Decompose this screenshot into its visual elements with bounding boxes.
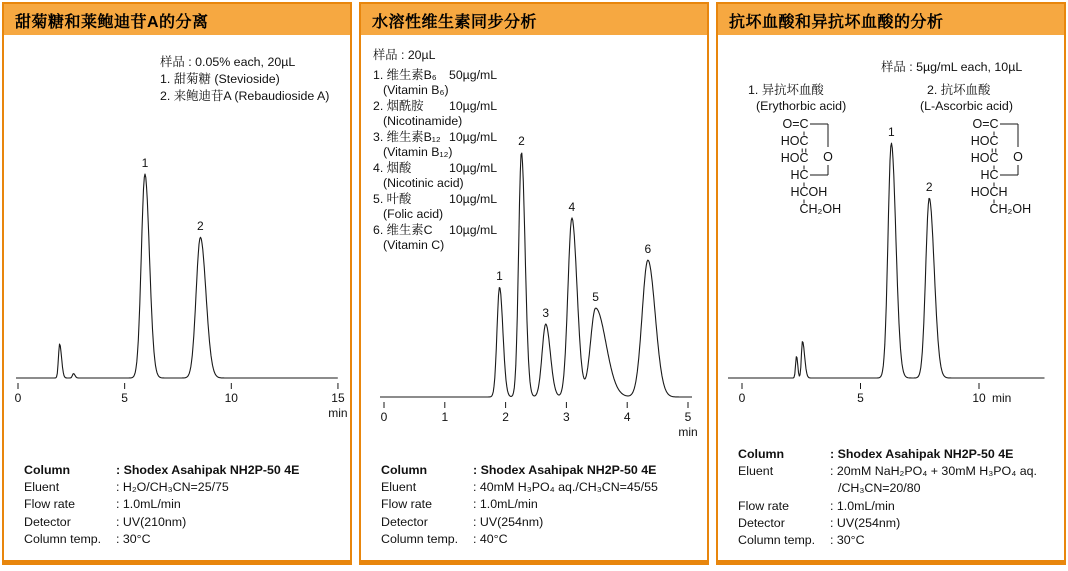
- panel-title: 甜菊糖和莱鲍迪苷A的分离: [4, 4, 350, 35]
- method-value: : 1.0mL/min: [116, 497, 181, 512]
- peak-label: 4: [568, 199, 576, 214]
- peak-label: 6: [644, 242, 652, 257]
- chromatogram-trace: [380, 153, 692, 397]
- carbon-atom-text: C: [989, 151, 999, 165]
- panel-title: 抗坏血酸和异抗坏血酸的分析: [718, 4, 1064, 35]
- sample-info: 样品 : 5µg/mL each, 10µL: [881, 60, 1023, 74]
- carbon-atom-text: C: [989, 117, 999, 131]
- method-label: Detector: [24, 514, 71, 529]
- method-value: : 40°C: [473, 531, 508, 546]
- peak-label: 1: [887, 125, 895, 139]
- x-axis-tick-label: 3: [563, 410, 570, 424]
- atom-group-text: HO: [970, 151, 990, 165]
- method-value: : Shodex Asahipak NH2P-50 4E: [473, 463, 657, 477]
- compound-name-en: (Vitamin B₆): [383, 83, 449, 97]
- peak-label: 2: [518, 134, 525, 148]
- method-table: [738, 446, 1058, 548]
- x-axis-tick-label: 10: [224, 391, 238, 405]
- panel-ascorbic-acids-analysis: [716, 2, 1066, 565]
- compound-name: 1. 异抗坏血酸: [748, 83, 824, 97]
- method-label: Detector: [381, 514, 428, 529]
- method-label: Column: [24, 463, 71, 477]
- compound-name: 4. 烟酸: [373, 160, 412, 175]
- method-label: Column: [738, 447, 785, 461]
- method-value: : 1.0mL/min: [830, 498, 895, 513]
- peak-label: 2: [925, 179, 933, 194]
- x-axis-tick-label: 2: [502, 410, 509, 424]
- sample-info: [160, 54, 329, 105]
- method-value: : 30°C: [116, 531, 151, 546]
- method-label: Column temp.: [24, 531, 102, 546]
- atom-group-text: H: [998, 185, 1008, 199]
- compound-amount: 10µg/mL: [449, 98, 498, 113]
- compound-name-en: (L-Ascorbic acid): [920, 99, 1013, 113]
- ring-oxygen-text: O: [823, 150, 833, 164]
- atom-group-text: O=: [972, 117, 990, 131]
- carbon-atom-text: C: [989, 202, 999, 216]
- method-value: : UV(210nm): [116, 514, 187, 529]
- carbon-atom-text: C: [989, 134, 999, 148]
- x-axis-tick-label: 0: [14, 391, 22, 405]
- chromatogram-plot: [4, 132, 354, 442]
- carbon-atom-text: C: [799, 185, 809, 199]
- sample-line: 样品 : 0.05% each, 20µL: [160, 55, 296, 69]
- method-label: Flow rate: [381, 497, 432, 512]
- carbon-atom-text: C: [799, 117, 809, 131]
- method-label: Flow rate: [738, 498, 789, 513]
- x-axis-unit-label: min: [678, 425, 698, 439]
- x-axis-unit-label: min: [992, 391, 1012, 405]
- peak-label: 3: [542, 305, 550, 320]
- chromatogram-trace: [16, 174, 338, 378]
- method-label: [738, 480, 830, 496]
- method-label: Column: [381, 463, 428, 477]
- method-value: : H₂O/CH₃CN=25/75: [116, 480, 229, 495]
- method-label: Column temp.: [381, 531, 459, 546]
- compound-amount: 10µg/mL: [449, 222, 498, 237]
- method-label: Flow rate: [24, 497, 75, 512]
- method-label: Eluent: [738, 464, 774, 479]
- method-value: : UV(254nm): [473, 514, 544, 529]
- atom-group-text: HO: [780, 151, 800, 165]
- method-value-continuation: /CH₃CN=20/80: [838, 481, 921, 496]
- method-label: Eluent: [24, 480, 60, 495]
- atom-group-text: HO: [970, 134, 990, 148]
- atom-group-text: HO: [780, 134, 800, 148]
- method-table: [381, 462, 701, 547]
- peak-label: 2: [197, 219, 204, 234]
- compound-name: 2. 烟酰胺: [373, 98, 424, 113]
- atom-group-text: OH: [808, 185, 828, 199]
- sample-line: 1. 甜菊糖 (Stevioside): [160, 72, 280, 86]
- list-item: [373, 99, 497, 130]
- chromatogram-plot: [718, 110, 1068, 420]
- compound-amount: 10µg/mL: [449, 160, 498, 175]
- compound-name-en: (Nicotinic acid): [383, 176, 464, 190]
- carbon-atom-text: C: [989, 168, 999, 182]
- compound-amount: 10µg/mL: [449, 191, 498, 206]
- x-axis-unit-label: min: [328, 406, 348, 420]
- atom-group-text: O=: [782, 117, 800, 131]
- x-axis-tick-label: 5: [121, 391, 128, 405]
- chromatogram-plot: [361, 129, 711, 442]
- compound-name-en: (Vitamin B₁₂): [383, 145, 453, 159]
- carbon-atom-text: C: [799, 168, 809, 182]
- atom-group-text: H₂OH: [808, 202, 842, 216]
- compound-name: 1. 维生素B₆: [373, 67, 437, 82]
- compound-name: 2. 抗坏血酸: [927, 83, 991, 97]
- carbon-atom-text: C: [799, 202, 809, 216]
- peak-label: 1: [496, 268, 503, 283]
- x-axis-tick-label: 10: [972, 391, 986, 405]
- x-axis-tick-label: 5: [684, 410, 692, 424]
- x-axis-tick-label: 0: [380, 410, 388, 424]
- ring-oxygen-text: O: [1013, 150, 1023, 164]
- panel-stevioside-separation: [2, 2, 352, 565]
- carbon-atom-text: C: [989, 185, 999, 199]
- method-label: Eluent: [381, 480, 417, 495]
- method-value: : Shodex Asahipak NH2P-50 4E: [116, 463, 300, 477]
- atom-group-text: HO: [970, 185, 990, 199]
- compound-amount: 10µg/mL: [449, 129, 498, 144]
- method-value: : 40mM H₃PO₄ aq./CH₃CN=45/55: [473, 480, 658, 495]
- atom-group-text: H: [980, 168, 990, 182]
- method-table: [24, 462, 344, 547]
- compound-name: 5. 叶酸: [373, 191, 412, 206]
- method-label: Detector: [738, 515, 785, 530]
- atom-group-text: H: [790, 185, 800, 199]
- atom-group-text: H₂OH: [998, 202, 1032, 216]
- compound-name-en: (Folic acid): [383, 207, 444, 221]
- method-value: : UV(254nm): [830, 515, 901, 530]
- method-value: : Shodex Asahipak NH2P-50 4E: [830, 447, 1014, 461]
- x-axis-tick-label: 4: [623, 410, 631, 424]
- compound-name: 6. 维生素C: [373, 222, 433, 237]
- carbon-atom-text: C: [799, 134, 809, 148]
- sample-line: 样品 : 20µL: [373, 48, 436, 62]
- sample-line: 2. 来鲍迪苷A (Rebaudioside A): [160, 89, 330, 103]
- compound-name: 3. 维生素B₁₂: [373, 129, 441, 144]
- peak-label: 1: [141, 156, 149, 170]
- list-item: [373, 68, 497, 99]
- method-label: Column temp.: [738, 533, 816, 548]
- compound-name-en: (Vitamin C): [383, 238, 445, 252]
- method-value: : 30°C: [830, 533, 865, 548]
- peak-label: 5: [592, 290, 599, 305]
- atom-group-text: H: [790, 168, 800, 182]
- x-axis-tick-label: 1: [441, 410, 449, 424]
- compound-name-en: (Nicotinamide): [383, 114, 463, 128]
- panel-vitamins-analysis: [359, 2, 709, 565]
- method-value: : 20mM NaH₂PO₄ + 30mM H₃PO₄ aq.: [830, 464, 1037, 479]
- compound-amount: 50µg/mL: [449, 67, 498, 82]
- x-axis-tick-label: 5: [857, 391, 864, 405]
- compound-name-en: (Erythorbic acid): [756, 99, 847, 113]
- x-axis-tick-label: 0: [738, 391, 746, 405]
- chromatogram-trace: [728, 143, 1045, 378]
- method-value: : 1.0mL/min: [473, 497, 538, 512]
- x-axis-tick-label: 15: [331, 391, 345, 405]
- panel-title: 水溶性维生素同步分析: [361, 4, 707, 35]
- carbon-atom-text: C: [799, 151, 809, 165]
